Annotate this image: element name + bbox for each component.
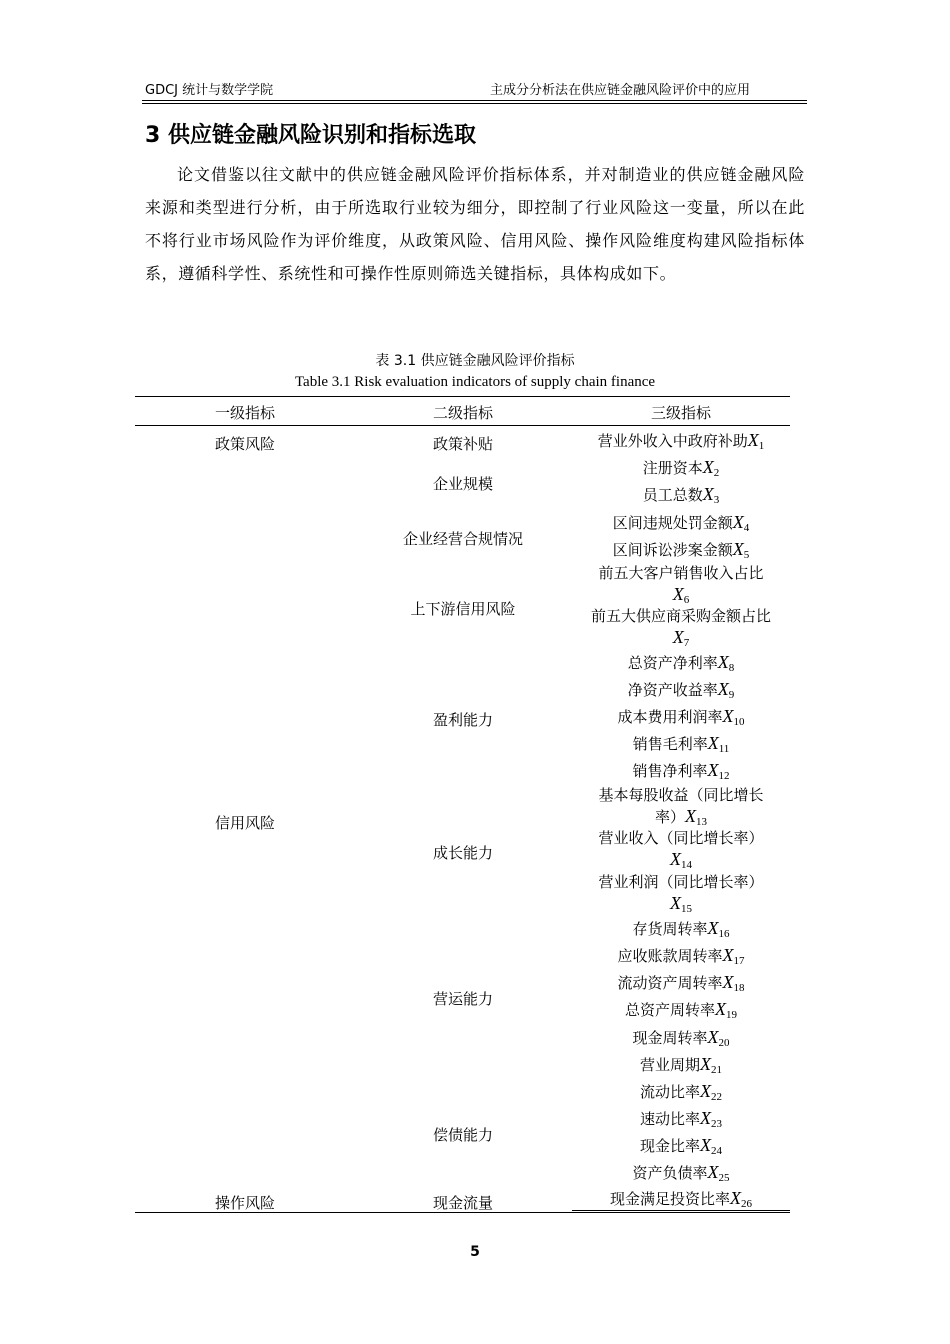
level1-policy-risk: 政策风险: [214, 435, 275, 453]
page-number: 5: [470, 1244, 480, 1260]
header-rule-thin: [142, 103, 807, 104]
level3-indicator: 销售净利率$X_{12}$: [632, 760, 730, 782]
table-header-level1: 一级指标: [214, 404, 275, 422]
level2-profitability: 盈利能力: [432, 711, 493, 729]
table-header-rule: [135, 425, 790, 426]
level3-indicator: 注册资本$X_2$: [642, 457, 720, 479]
level3-indicator: 区间违规处罚金额$X_4$: [612, 512, 750, 534]
table-caption-en: Table 3.1 Risk evaluation indicators of supply chain finance: [294, 374, 656, 390]
level3-indicator: 应收账款周转率$X_{17}$: [617, 945, 745, 967]
level3-indicator: 总资产净利率$X_8$: [627, 652, 735, 674]
level2-compliance: 企业经营合规情况: [402, 530, 523, 548]
level3-indicator: 成本费用利润率$X_{10}$: [617, 706, 745, 728]
header-right: 主成分分析法在供应链金融风险评价中的应用: [489, 83, 750, 98]
table-inner-rule: [572, 1210, 790, 1211]
level3-indicator: 现金满足投资比率$X_{26}$: [609, 1188, 752, 1210]
level2-enterprise-scale: 企业规模: [432, 475, 493, 493]
level2-upstream-downstream-credit: 上下游信用风险: [410, 600, 516, 618]
header-left: GDCJ 统计与数学学院: [145, 83, 274, 98]
level1-credit-risk: 信用风险: [214, 814, 275, 832]
level3-indicator: 营业利润（同比增长率） $X_{15}$: [598, 873, 764, 915]
level3-indicator: 净资产收益率$X_9$: [627, 679, 735, 701]
level2-cash-flow: 现金流量: [432, 1194, 493, 1212]
table-caption-cn: 表 3.1 供应链金融风险评价指标: [375, 353, 575, 369]
section-title: 3 供应链金融风险识别和指标选取: [145, 123, 476, 148]
level3-indicator: 现金周转率$X_{20}$: [632, 1027, 730, 1049]
table-header-level2: 二级指标: [432, 404, 493, 422]
level3-indicator: 资产负债率$X_{25}$: [632, 1162, 730, 1184]
level3-indicator: 存货周转率$X_{16}$: [632, 918, 730, 940]
level3-indicator: 流动比率$X_{22}$: [639, 1081, 722, 1103]
level3-indicator: 总资产周转率$X_{19}$: [624, 999, 737, 1021]
level3-indicator: 区间诉讼涉案金额$X_5$: [612, 539, 750, 561]
body-paragraph: 论文借鉴以往文献中的供应链金融风险评价指标体系，并对制造业的供应链金融风险来源和类型进行分析，由于所选取行业较为细分，即控制了行业风险这一变量，所以在此不将行业市场风险作为评价维度，从政策风险、信用风险、操作风险维度构建风险指标体系，遵循科学性、系统性和可操作性原则筛选关键指标，具体构成如下。: [145, 165, 805, 283]
level3-indicator: 营业外收入中政府补助$X_1$: [597, 430, 765, 452]
header-rule: [142, 100, 807, 101]
level3-indicator: 营业周期$X_{21}$: [639, 1054, 722, 1076]
level3-indicator: 前五大供应商采购金额占比 $X_7$: [590, 607, 771, 649]
table-top-rule: [135, 396, 790, 397]
level3-indicator: 营业收入（同比增长率） $X_{14}$: [598, 829, 764, 871]
level2-growth: 成长能力: [432, 844, 493, 862]
level3-indicator: 员工总数$X_3$: [642, 484, 720, 506]
level3-indicator: 基本每股收益（同比增长 率）$X_{13}$: [598, 786, 764, 828]
level3-indicator: 销售毛利率$X_{11}$: [632, 733, 730, 755]
level2-operating: 营运能力: [432, 990, 493, 1008]
level3-indicator: 速动比率$X_{23}$: [639, 1108, 722, 1130]
table-bottom-rule: [135, 1212, 790, 1213]
level3-indicator: 流动资产周转率$X_{18}$: [617, 972, 745, 994]
level2-policy-subsidy: 政策补贴: [432, 435, 493, 453]
level2-solvency: 偿债能力: [432, 1126, 493, 1144]
level3-indicator: 现金比率$X_{24}$: [639, 1135, 722, 1157]
table-header-level3: 三级指标: [650, 404, 711, 422]
level3-indicator: 前五大客户销售收入占比 $X_6$: [598, 564, 764, 606]
level1-operation-risk: 操作风险: [214, 1194, 275, 1212]
